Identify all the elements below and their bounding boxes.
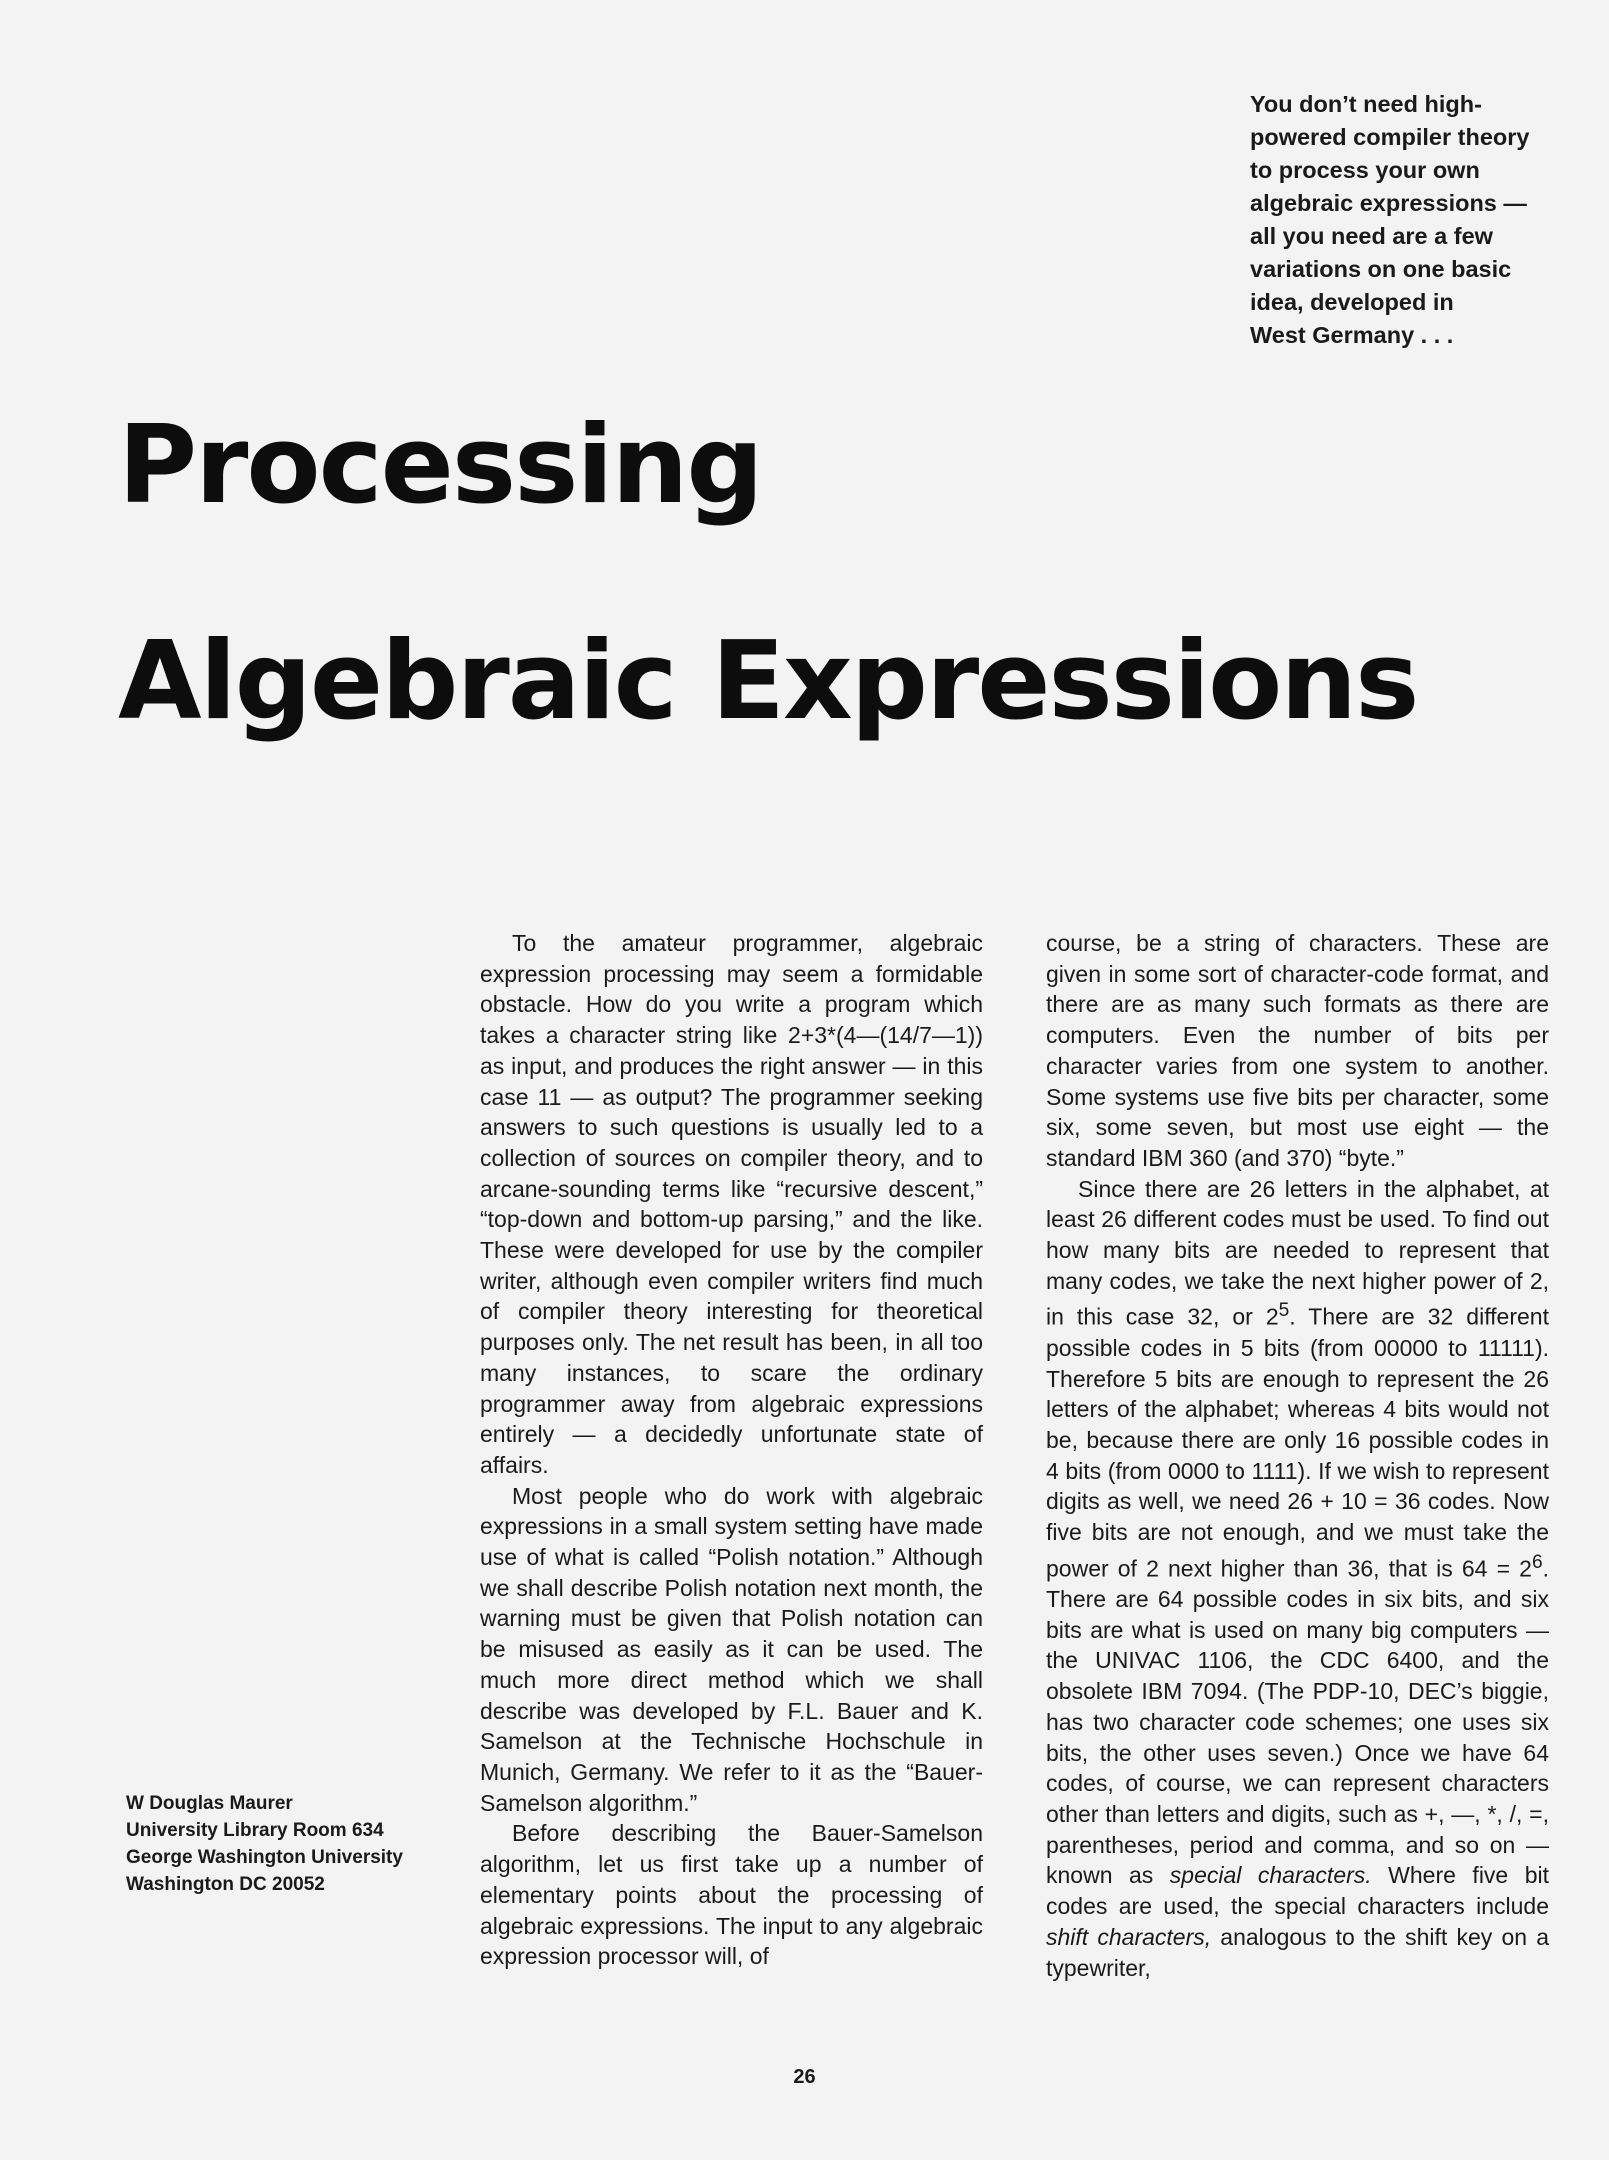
paragraph-text: analogous to the shift key on a typewriter, [1046,1923,1549,1981]
blurb-line: variations on one basic [1250,256,1512,282]
article-paragraph: Before describing the Bauer-Samelson algorithm, let us first take up a number of elementary points about the processing of algebraic expressions. The input to any algebraic expression processor will, of [480,1820,983,1970]
article-title-line-1: Processing [118,403,762,528]
emphasis-text: shift characters, [1046,1923,1212,1950]
article-paragraph: Most people who do work with algebraic expressions in a small system setting have made use of what is called “Polish notation.” Although we shall describe Polish notation next month, the warning must be given that Polish notation can be misused as easily as it can be used. The much more direct method which we shall describe was developed by F.L. Bauer and K. Samelson at the Technische Hochschule in Munich, Germany. We refer to it as the “Bauer-Samelson algorithm.” [480,1482,983,1816]
author-address-line: George Washington University [126,1847,403,1868]
blurb-line: all you need are a few [1250,223,1493,249]
article-paragraph [1046,1174,1549,1984]
blurb-line: to process your own [1250,157,1480,183]
article-column-1 [480,928,983,1972]
emphasis-text: special characters. [1169,1862,1372,1889]
author-name: W Douglas Maurer [126,1793,293,1814]
article-title-line-2: Algebraic Expressions [118,619,1418,744]
paragraph-text: Where five bit codes are used, the special characters include [1046,1862,1550,1920]
author-address-line: University Library Room 634 [126,1820,384,1841]
paragraph-text: Since there are 26 letters in the alphabet, at least 26 different codes must be used. To find out how many bits are needed to represent that many codes, we take the next higher power of 2, in this case 32, or 2 [1046,1175,1549,1331]
page-number: 26 [793,2066,816,2088]
blurb-line: powered compiler theory [1250,124,1530,150]
paragraph-text: . There are 64 possible codes in six bits, and six bits are what is used on many big computers — the UNIVAC 1106, the CDC 6400, and the obsolete IBM 7094. (The PDP-10, DEC’s biggie, has two character code schemes; one uses six bits, the other uses seven.) Once we have 64 codes, of course, we can represent characters other than letters and digits, such as +, —, *, /, =, parentheses, period and comma, and so on — known as [1046,1555,1549,1889]
exponent: 5 [1278,1300,1290,1322]
article-column-2 [1046,928,1549,1983]
blurb-line: You don’t need high- [1250,91,1482,117]
blurb-line: algebraic expressions — [1250,190,1527,216]
article-paragraph: To the amateur programmer, algebraic expression processing may seem a formidable obstacle. How do you write a program which takes a character string like 2+3*(4—(14/7—1)) as input, and produces the right answer — in this case 11 — as output? The programmer seeking answers to such questions is usually led to a collection of sources on compiler theory, and to arcane-sounding terms like “recursive descent,” “top-down and bottom-up parsing,” and the like. These were developed for use by the compiler writer, although even compiler writers find much of compiler theory interesting for theoretical purposes only. The net result has been, in all too many instances, to scare the ordinary programmer away from algebraic expressions entirely — a decidedly unfortunate state of affairs. [480,930,983,1478]
blurb-line: idea, developed in [1250,289,1454,315]
blurb-line: West Germany . . . [1250,322,1454,348]
author-address-line: Washington DC 20052 [126,1874,325,1895]
exponent: 6 [1531,1551,1543,1573]
article-paragraph: course, be a string of characters. These are given in some sort of character-code format, and there are as many such formats as there are computers. Even the number of bits per character varies from one system to another. Some systems use five bits per character, some six, some seven, but most use eight — the standard IBM 360 (and 370) “byte.” [1046,930,1549,1171]
author-block [126,1790,446,1898]
paragraph-text: . There are 32 different possible codes in 5 bits (from 00000 to 11111). Therefore 5 bits are enough to represent the 26 letters of the alphabet; whereas 4 bits would not be, because there are only 16 possible codes in 4 bits (from 0000 to 1111). If we wish to represent digits as well, we need 26 + 10 = 36 codes. Now five bits are not enough, and we must take the power of 2 next higher than 36, that is 64 = 2 [1046,1304,1549,1582]
intro-blurb [1250,88,1550,352]
